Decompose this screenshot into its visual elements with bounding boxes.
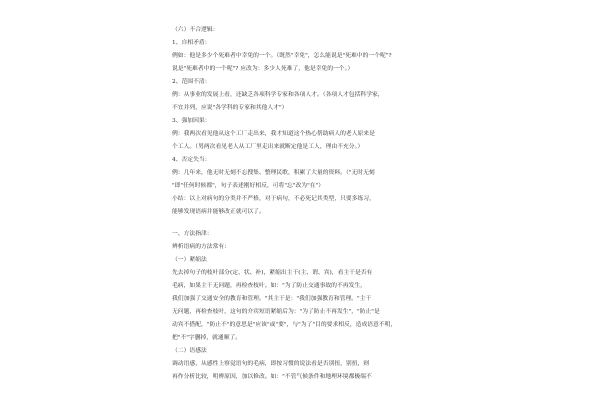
text-line: 例：我两次看见他从这个工厂走出来，我才知道这个热心帮助病人的老人原来是 [172, 131, 375, 137]
text-line: 例如：他是多少个死难者中幸免的一个。（既然"幸免"，怎么能说是"死难中的一个呢"? [172, 53, 392, 59]
text-line: 再作分析比较，明辨原因，加以修改。如："不管气候条件和地理环境都极端不 [172, 374, 372, 380]
text-line: "即"任何时候都"，句子表述刚好相反，可将"忘"改为"在"） [172, 183, 324, 189]
text-line: （一）紧缩法 [172, 257, 207, 263]
text-line: 能够发现语病并能够改正就可以了。 [172, 209, 265, 215]
text-line: 例：几年来，他无时无刻不忘搜集、整理民歌，积累了大量的资料。（"无时无刻 [172, 170, 375, 176]
section-methods [172, 228, 424, 384]
text-line: 无问题，再检查枝叶，这句的介宾短语紧缩后为："为了防止不再发生"，"防止"是 [172, 309, 380, 315]
section-illogical [172, 24, 424, 219]
text-line: 毛病，如果主干无问题，再检查枝叶。如："为了防止交通事故的不再发生， [172, 283, 366, 289]
text-line: 2、范围不清： [172, 79, 211, 85]
section-heading: 一、方法指津： [172, 231, 213, 237]
text-line: 先去掉句子的枝叶部分(定、状、补)，紧缩出主干(主、谓、宾)，看主干是否有 [172, 270, 373, 276]
text-line: 说是"死难者中的一个呢"? 应改为：多少人死难了，他是幸免的一个。） [172, 66, 354, 72]
text-line: 调动语感，从感性上察觉语句的毛病，即按习惯的说法看是否别扭，别扭，则 [172, 361, 370, 367]
text-line: 小结：以上对病句的分类并不严格，对于病句，不必死记其类型，只要多练习， [172, 196, 375, 202]
text-line: 例：从事业的发展上看，还缺乏各项科学专家和各项人才。（各项人才包括科学家， [172, 92, 384, 98]
text-line: 4、否定失当： [172, 157, 211, 163]
text-line: （二）语感法 [172, 348, 207, 354]
text-line: 辨析语病的方法常有： [172, 244, 230, 250]
text-line: 不宜并列，应说"各学科的专家和其他人才"） [172, 105, 288, 111]
text-line: 把"不"字删掉，就通顺了。 [172, 335, 242, 341]
text-line: 1、自相矛盾： [172, 40, 211, 46]
text-line: 我们加强了交通安全的教育和管理。"其主干是："我们加强教育和管理。"主干 [172, 296, 372, 302]
section-heading: （六）不合逻辑： [172, 27, 219, 33]
text-line: 动宾不搭配，"防止不"的意思是"应该"或"要"，与"为了"目的要求相反，造成语意不明， [172, 322, 397, 328]
text-line: 个工人。（男两次看见老人从工厂里走出来就断定他是工人，理由不充分。） [172, 144, 364, 150]
text-line: 3、强加因果： [172, 118, 211, 124]
